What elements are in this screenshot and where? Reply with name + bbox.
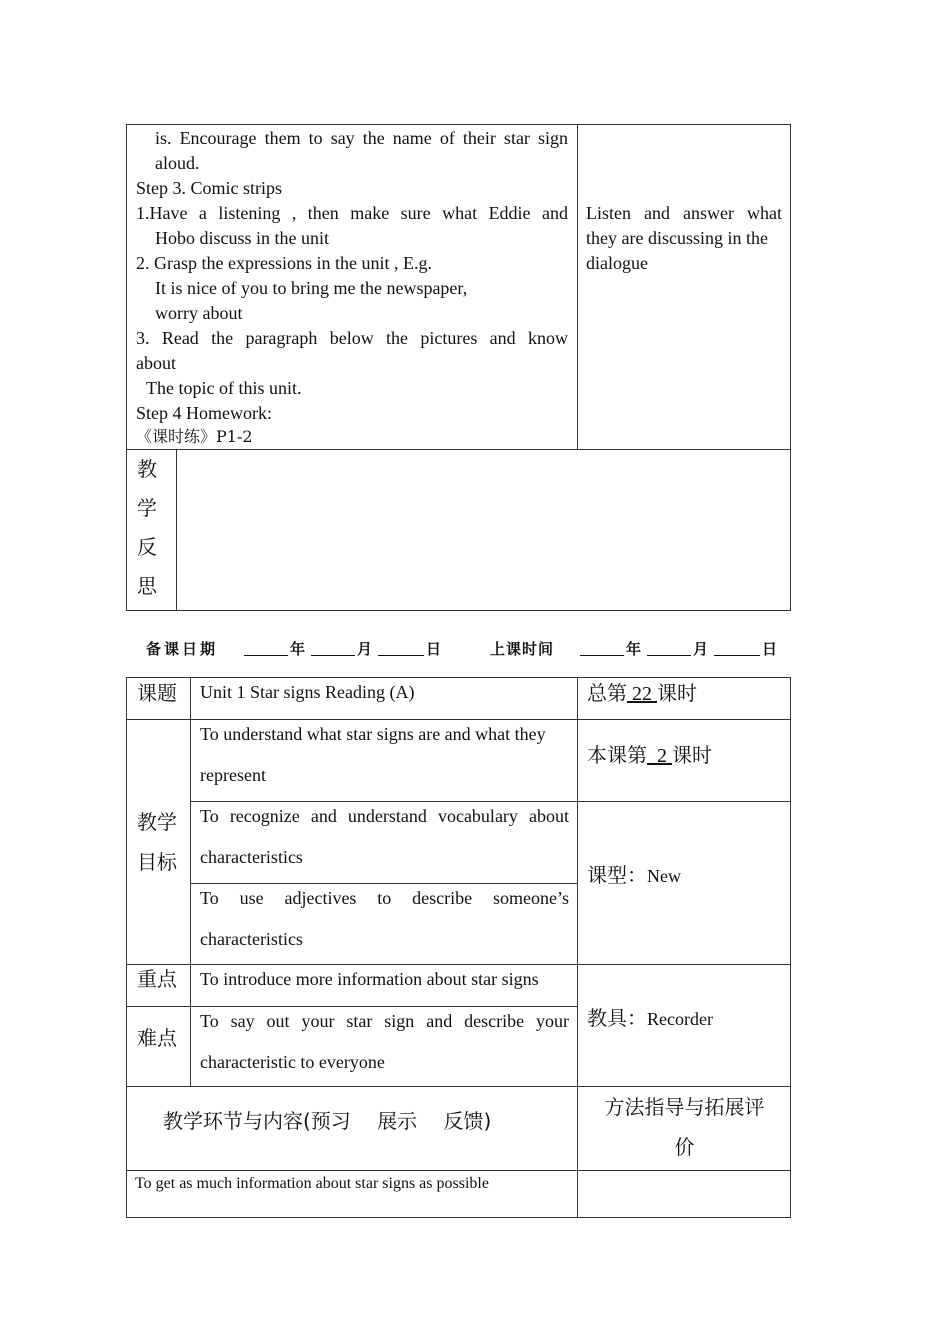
lesson-number-cell (578, 720, 791, 802)
objectives-label-cell (127, 720, 191, 965)
day-blank (378, 655, 424, 656)
method-header-cell (578, 1087, 791, 1171)
reflection-label-cell (127, 450, 177, 611)
difficult-point-cell (191, 1007, 578, 1087)
class-time-label: 上课时间 (490, 640, 555, 658)
day-blank-2 (714, 655, 760, 656)
procedure-line: It is nice of you to bring me the newspaper, (155, 278, 468, 298)
reflection-char: 教 (137, 457, 157, 481)
month-label: 月 (357, 640, 373, 658)
procedure-line: aloud. (155, 153, 200, 173)
difficult-point-label: 难点 (137, 1026, 177, 1050)
procedure-cell (127, 125, 578, 450)
lesson-number: 本课第 2 课时 (587, 743, 712, 767)
procedure-line: The topic of this unit. (146, 378, 302, 398)
day-label: 日 (426, 640, 442, 658)
year-label-2: 年 (626, 640, 642, 658)
lesson-plan-table (126, 677, 791, 1218)
difficult-point-line: To say out your star sign and describe your (200, 1011, 569, 1031)
lesson-type-cell (578, 802, 791, 965)
objective-1-line: represent (200, 765, 266, 785)
procedure-line: Step 4 Homework: (136, 403, 272, 423)
month-label-2: 月 (693, 640, 709, 658)
year-blank (244, 655, 288, 656)
procedure-line: is. Encourage them to say the name of their star sign (155, 128, 568, 148)
procedure-line: worry about (155, 303, 243, 323)
procedure-line: 1.Have a listening , then make sure what Eddie and (136, 203, 568, 223)
procedure-line: 《课时练》P1-2 (136, 427, 253, 446)
objective-3-cell (191, 884, 578, 965)
method-line: Listen and answer what (586, 203, 782, 223)
date-line (0, 638, 950, 660)
difficult-point-line: characteristic to everyone (200, 1052, 385, 1072)
process-header: 教学环节与内容(预习 展示 反馈) (163, 1109, 492, 1133)
teaching-tools-cell (578, 965, 791, 1087)
procedure-line: 2. Grasp the expressions in the unit , E.g. (136, 253, 432, 273)
objectives-label: 教学 目标 (137, 810, 177, 874)
procedure-line: Hobo discuss in the unit (155, 228, 329, 248)
reflection-char: 反 (137, 535, 157, 559)
lesson-type: 课型：New (587, 863, 681, 887)
method-header: 方法指导与拓展评 价 (604, 1095, 765, 1159)
goal-cell (127, 1171, 578, 1218)
total-lessons: 总第 22 课时 (587, 681, 697, 705)
method-cell (578, 125, 791, 450)
lesson-continuation-table (126, 124, 791, 611)
topic-value: Unit 1 Star signs Reading (A) (200, 682, 415, 702)
objective-1-line: To understand what star signs are and what they (200, 724, 546, 744)
objective-3-line: To use adjectives to describe someone’s (200, 888, 569, 908)
month-blank (311, 655, 355, 656)
reflection-char: 思 (137, 574, 157, 598)
method-line: they are discussing in the (586, 228, 768, 248)
objective-2-line: To recognize and understand vocabulary about (200, 806, 569, 826)
objective-3-line: characteristics (200, 929, 303, 949)
total-lessons-cell (578, 678, 791, 720)
process-header-cell (127, 1087, 578, 1171)
objective-1-cell (191, 720, 578, 802)
key-point-label: 重点 (137, 967, 177, 991)
procedure-line: about (136, 353, 176, 373)
year-blank-2 (580, 655, 624, 656)
prep-date-label: 备课日期 (146, 640, 219, 658)
reflection-content-cell (177, 450, 791, 611)
lesson-number-value: 2 (657, 745, 667, 767)
day-label-2: 日 (762, 640, 778, 658)
objective-2-cell (191, 802, 578, 884)
goal-method-cell (578, 1171, 791, 1218)
topic-value-cell (191, 678, 578, 720)
procedure-line: 3. Read the paragraph below the pictures and know (136, 328, 568, 348)
key-point-label-cell (127, 965, 191, 1007)
teaching-tools: 教具：Recorder (587, 1006, 713, 1030)
difficult-point-label-cell (127, 1007, 191, 1087)
objective-2-line: characteristics (200, 847, 303, 867)
reflection-char: 学 (137, 496, 157, 520)
month-blank-2 (647, 655, 691, 656)
key-point-value: To introduce more information about star signs (200, 969, 539, 989)
topic-label-cell (127, 678, 191, 720)
year-label: 年 (290, 640, 306, 658)
total-number: 22 (632, 683, 652, 705)
key-point-cell (191, 965, 578, 1007)
goal-text: To get as much information about star signs as possible (135, 1175, 489, 1192)
procedure-line: Step 3. Comic strips (136, 178, 283, 198)
method-line: dialogue (586, 253, 648, 273)
topic-label: 课题 (137, 681, 177, 705)
